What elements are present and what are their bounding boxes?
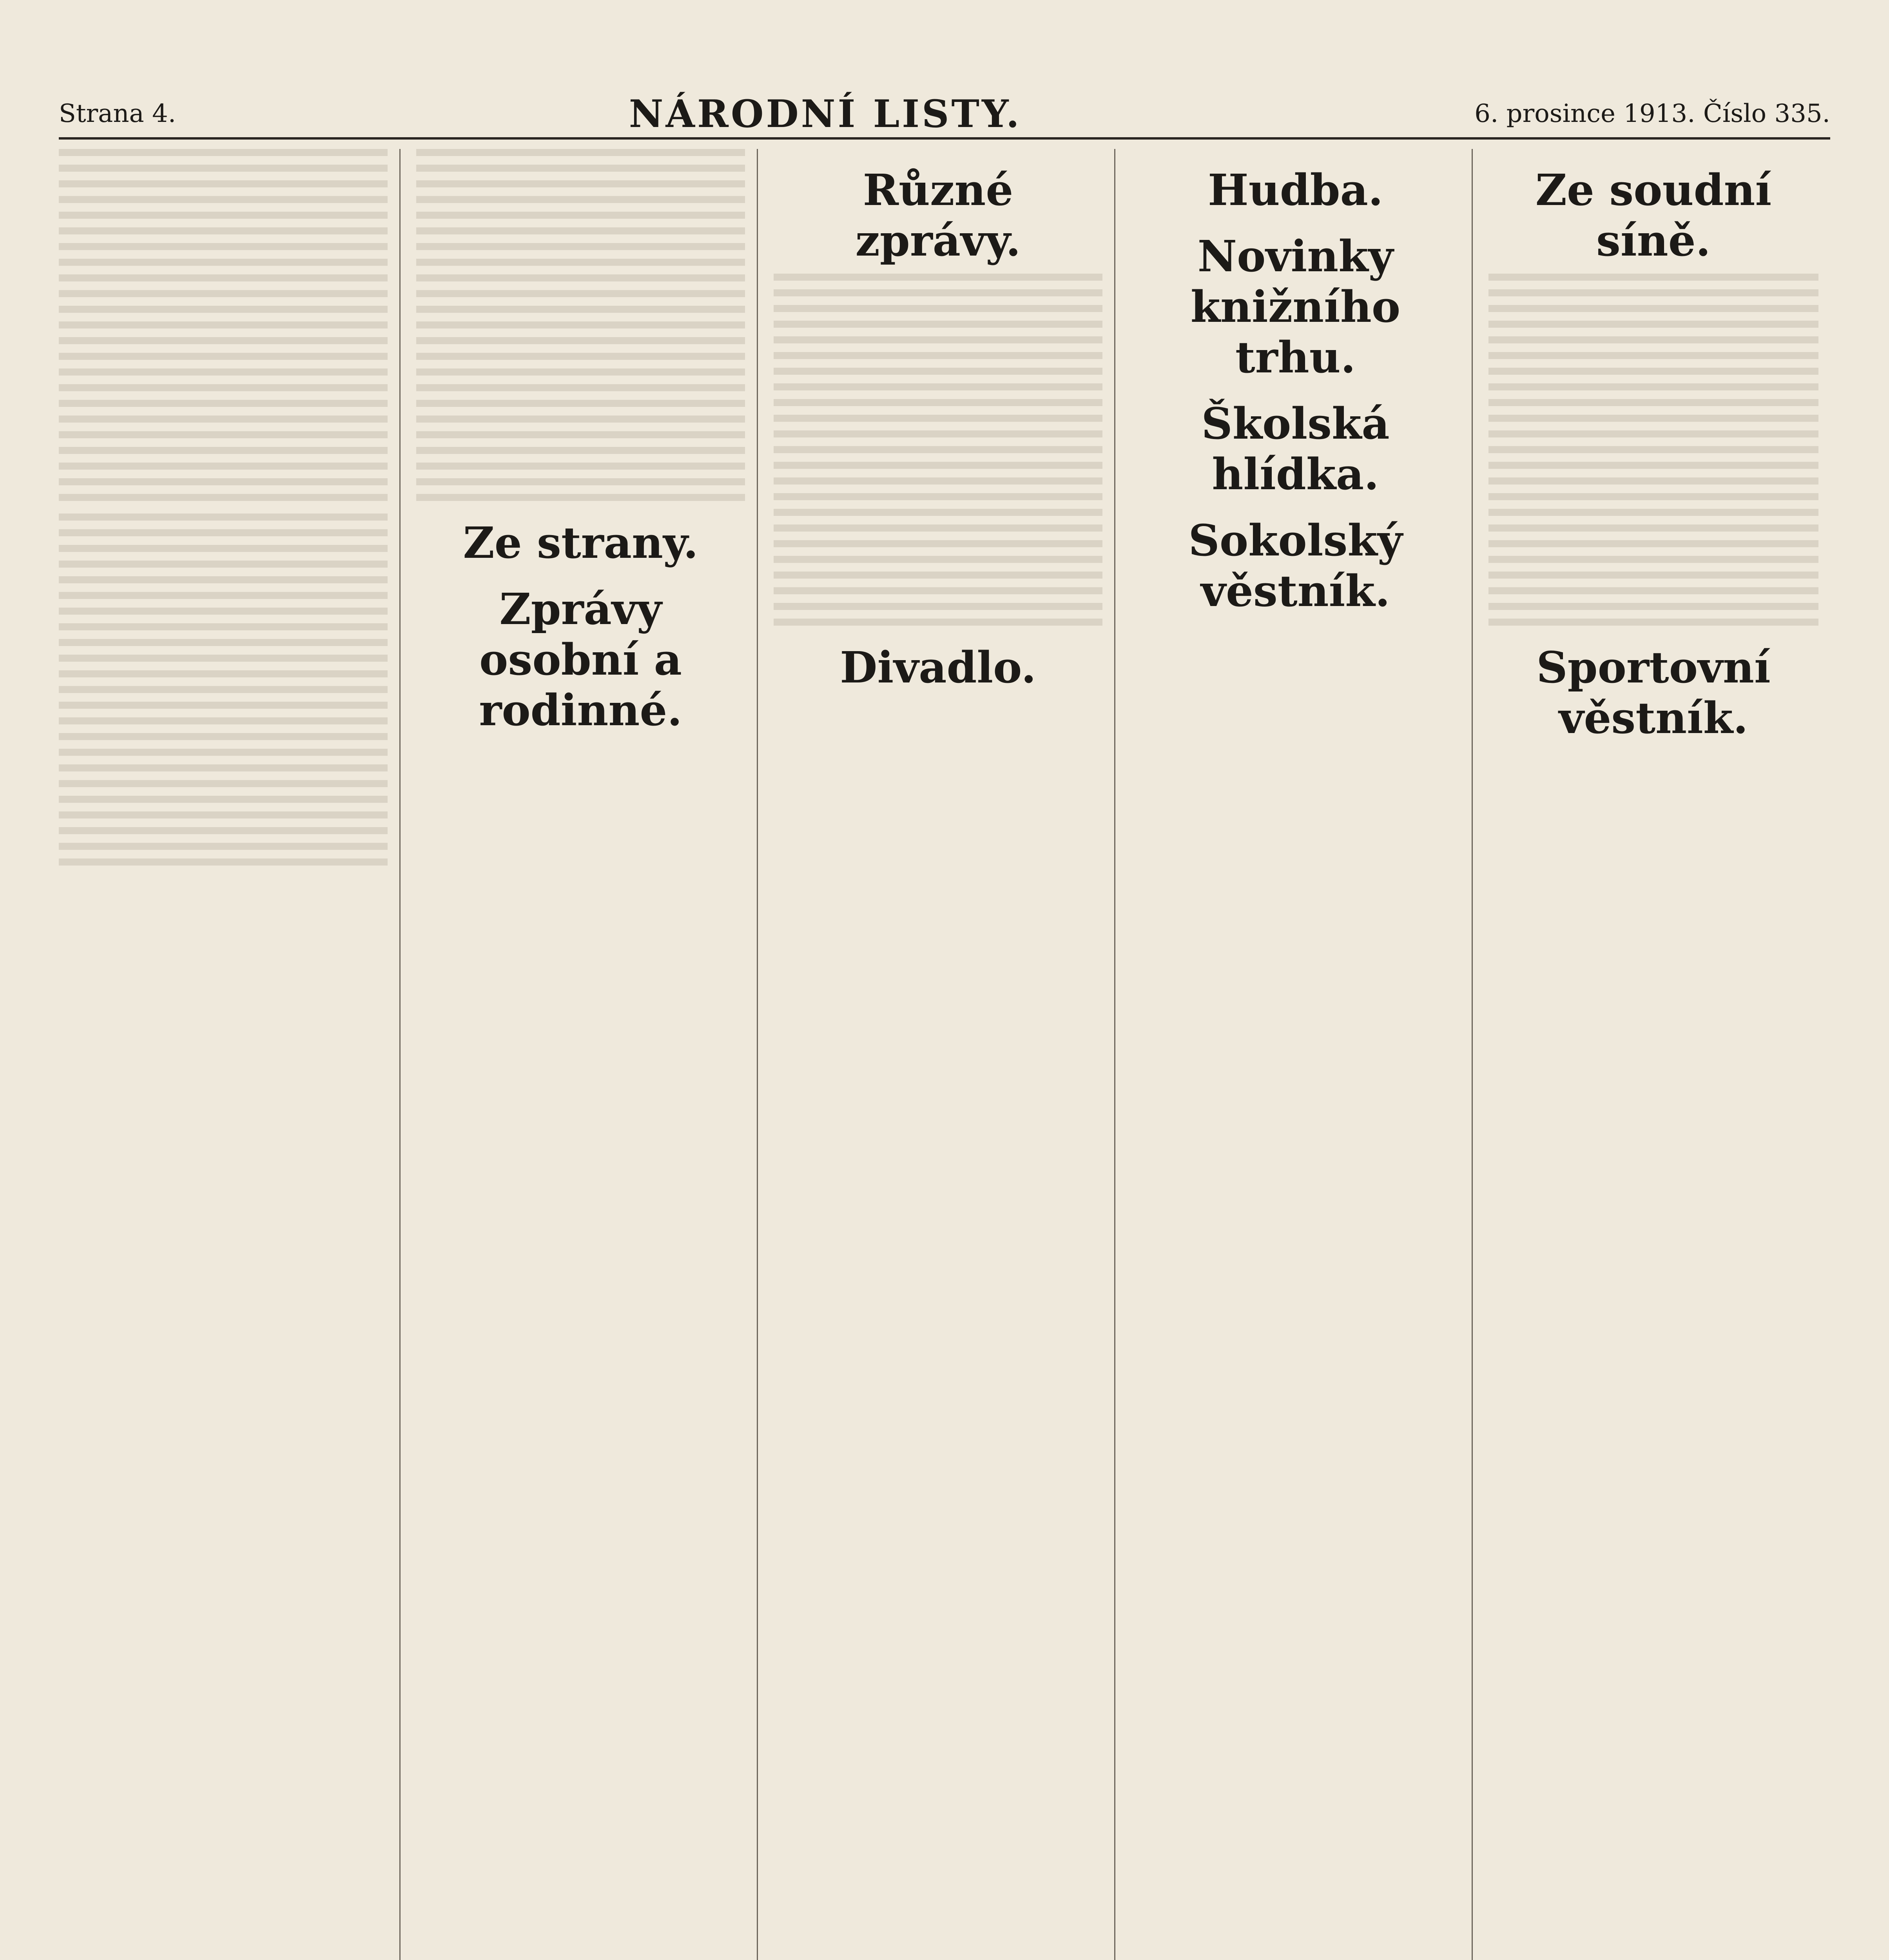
article-text	[59, 149, 388, 502]
section-heading: Ze strany.	[463, 517, 698, 568]
section-heading: Sportovní věstník.	[1536, 642, 1771, 743]
article-text	[416, 149, 745, 502]
columns	[59, 149, 1830, 1960]
page-number: Strana 4.	[59, 99, 176, 128]
section-heading: Ze soudní síně.	[1535, 165, 1772, 266]
section-heading: Školská hlídka.	[1201, 398, 1390, 499]
section-heading: Zprávy osobní a rodinné.	[479, 584, 682, 735]
section-heading: Hudba.	[1207, 165, 1383, 215]
column-5	[1488, 149, 1830, 1960]
column-1	[59, 149, 401, 1960]
section-heading: Divadlo.	[840, 642, 1036, 693]
article-text	[59, 514, 388, 866]
column-4	[1131, 149, 1473, 1960]
section-heading: Různé zprávy.	[855, 165, 1021, 266]
issue-date: 6. prosince 1913. Číslo 335.	[1474, 99, 1830, 128]
section-heading: Sokolský věstník.	[1188, 515, 1403, 616]
article-text	[774, 274, 1102, 626]
masthead	[59, 90, 1830, 140]
section-heading: Novinky knižního trhu.	[1190, 231, 1401, 383]
column-3	[774, 149, 1115, 1960]
article-text	[1488, 274, 1818, 626]
column-2	[416, 149, 758, 1960]
newspaper-title: NÁRODNÍ LISTY.	[629, 91, 1022, 136]
